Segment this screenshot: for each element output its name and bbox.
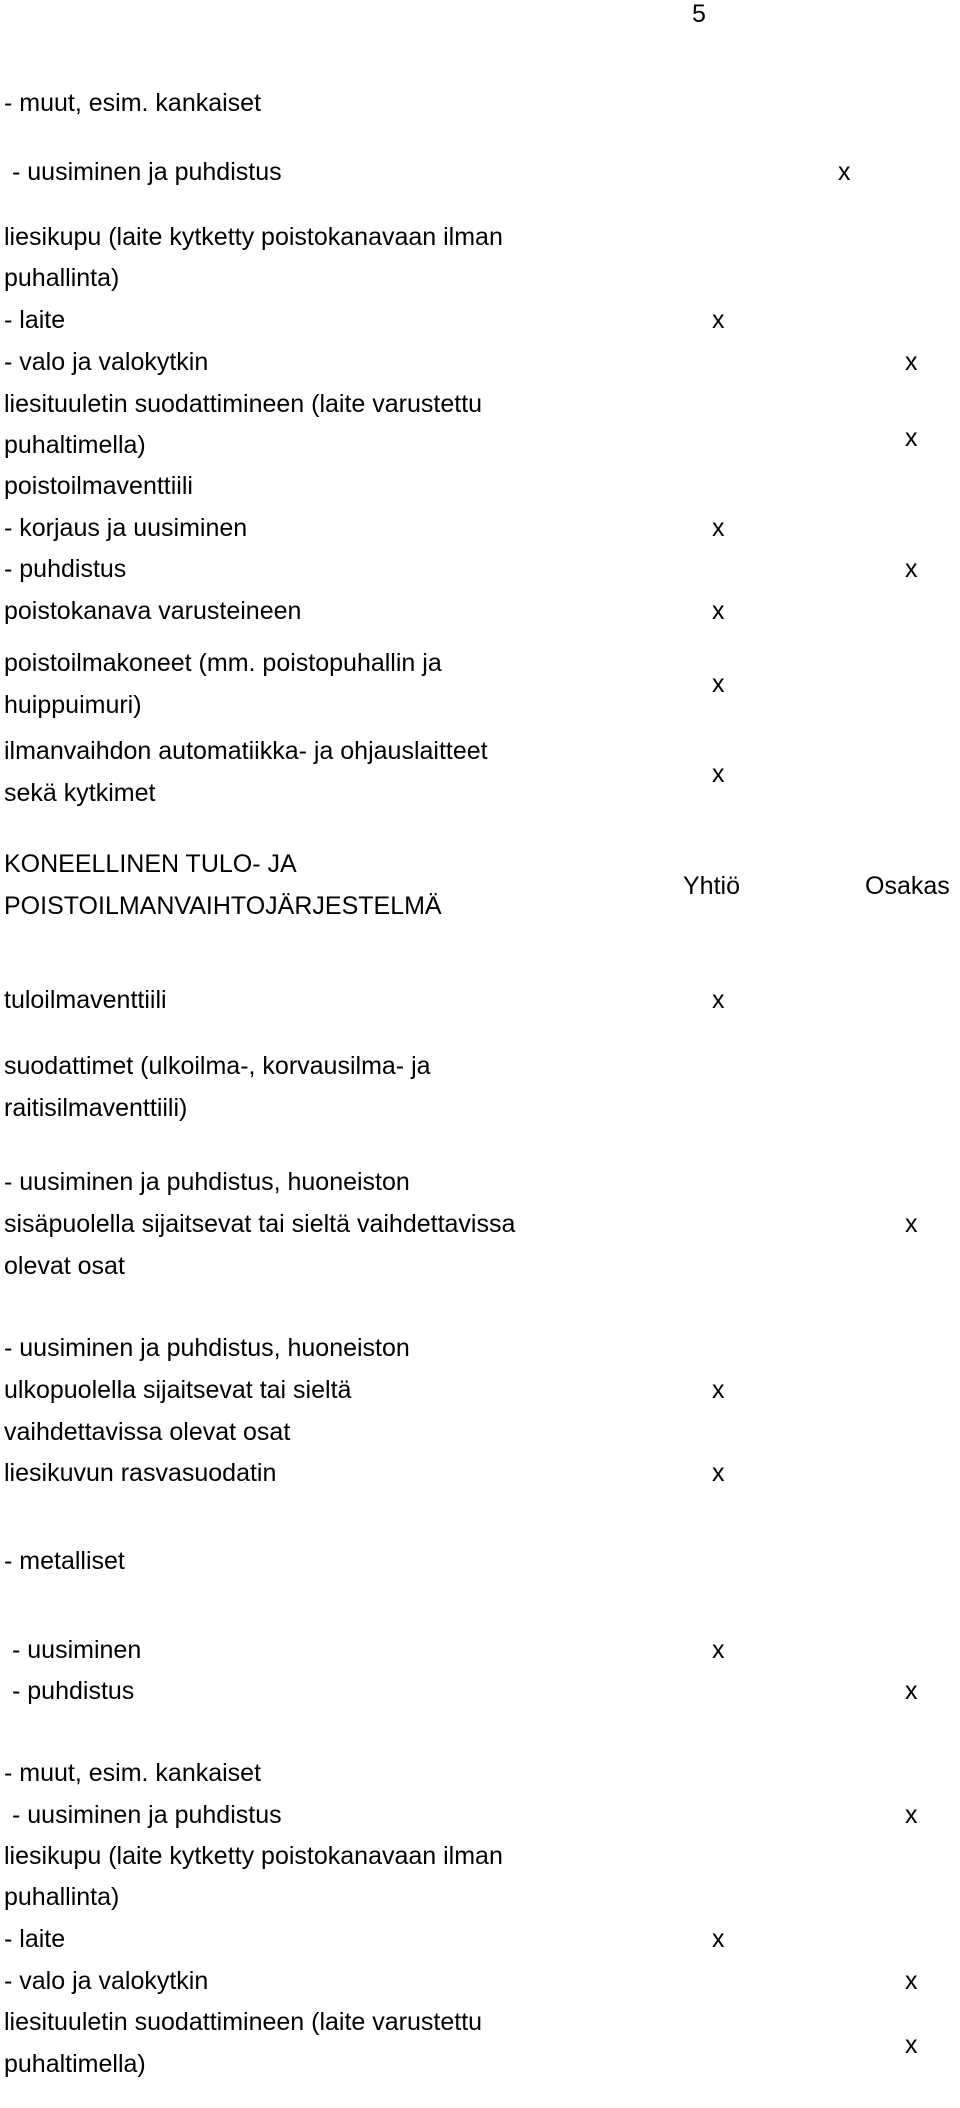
row-label: poistoilmakoneet (mm. poistopuhallin ja [4,649,442,677]
row-label: puhallinta) [4,264,120,292]
row-label: puhaltimella) [4,2050,146,2078]
row-label: - metalliset [4,1547,125,1575]
mark-owner: x [905,348,918,376]
row-label: poistoilmaventtiili [4,472,193,500]
section-heading-line2: POISTOILMANVAIHTOJÄRJESTELMÄ [4,892,442,920]
row-label: - uusiminen [12,1636,142,1664]
row-label: - uusiminen ja puhdistus, huoneiston [4,1334,410,1362]
mark-owner: x [838,158,851,186]
mark-owner: x [905,1210,918,1238]
mark-owner: x [905,2031,918,2059]
mark-company: x [712,760,725,788]
row-label: liesikupu (laite kytketty poistokanavaan ilman [4,223,503,251]
row-label: poistokanava varusteineen [4,597,302,625]
row-label: suodattimet (ulkoilma-, korvausilma- ja [4,1052,431,1080]
row-label: - laite [4,1925,66,1953]
row-label: - korjaus ja uusiminen [4,514,248,542]
row-label: vaihdettavissa olevat osat [4,1418,291,1446]
row-label: olevat osat [4,1252,125,1280]
mark-owner: x [905,1677,918,1705]
row-label: sekä kytkimet [4,779,156,807]
row-label: - valo ja valokytkin [4,1967,209,1995]
mark-company: x [712,514,725,542]
row-label: - laite [4,306,66,334]
mark-owner: x [905,1801,918,1829]
mark-company: x [712,986,725,1014]
row-label: - uusiminen ja puhdistus [12,1801,282,1829]
row-label: sisäpuolella sijaitsevat tai sieltä vaihdettavissa [4,1210,516,1238]
row-label: - valo ja valokytkin [4,348,209,376]
row-label: puhallinta) [4,1883,120,1911]
column-header-company: Yhtiö [683,872,740,900]
mark-company: x [712,1925,725,1953]
row-label: - puhdistus [12,1677,135,1705]
row-label: - puhdistus [4,555,127,583]
mark-company: x [712,306,725,334]
row-label: liesikupu (laite kytketty poistokanavaan ilman [4,1842,503,1870]
row-label: - muut, esim. kankaiset [4,89,262,117]
section-heading-line1: KONEELLINEN TULO- JA [4,850,297,878]
row-label: - muut, esim. kankaiset [4,1759,262,1787]
mark-company: x [712,597,725,625]
row-label: liesikuvun rasvasuodatin [4,1459,277,1487]
mark-owner: x [905,1967,918,1995]
row-label: liesituuletin suodattimineen (laite varustettu [4,390,483,418]
row-label: ulkopuolella sijaitsevat tai sieltä [4,1376,352,1404]
row-label: huippuimuri) [4,691,142,719]
mark-owner: x [905,424,918,452]
mark-company: x [712,1376,725,1404]
row-label: liesituuletin suodattimineen (laite varustettu [4,2008,483,2036]
row-label: puhaltimella) [4,431,146,459]
mark-owner: x [905,555,918,583]
row-label: tuloilmaventtiili [4,986,167,1014]
row-label: raitisilmaventtiili) [4,1094,188,1122]
column-header-owner: Osakas [865,872,950,900]
mark-company: x [712,1459,725,1487]
mark-company: x [712,1636,725,1664]
row-label: - uusiminen ja puhdistus [12,158,282,186]
mark-company: x [712,670,725,698]
row-label: ilmanvaihdon automatiikka- ja ohjauslaitteet [4,737,488,765]
page-number: 5 [692,0,706,28]
row-label: - uusiminen ja puhdistus, huoneiston [4,1168,410,1196]
